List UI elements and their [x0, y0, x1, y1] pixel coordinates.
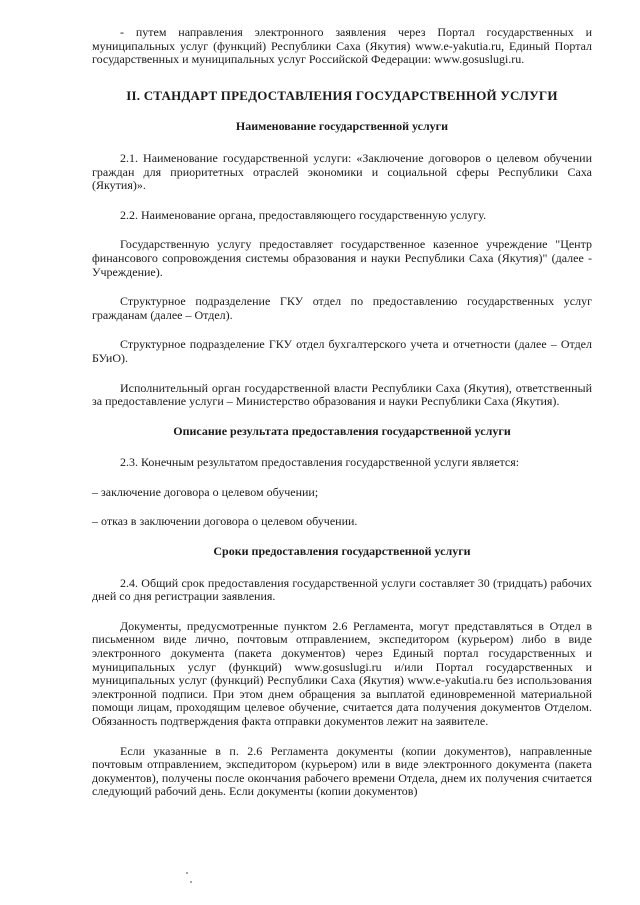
paragraph-documents: Документы, предусмотренные пунктом 2.6 Регламента, могут представляться в Отдел в письменном виде лично, почтовым отправлением, экспедитором (курьером) либо в виде электронного документа (пакета документов) через Единый портал государственных и муниципальных услуг (функций) www.gosuslugi.ru и/или Портал государственных и муниципальных услуг (функций) Республики Саха (Якутия) www.e-yakutia.ru без использования электронной подписи. При этом днем обращения за выплатой единовременной материальной помощи лицам, проходящим целевое обучение, считается дата получения документов Отделом. Обязанность подтверждения факта отправки документов лежит на заявителе.	[92, 618, 592, 728]
paragraph-executive-body: Исполнительный орган государственной власти Республики Саха (Якутия), ответственный за предоставление услуги – Министерство образования и науки Республики Саха (Якутия).	[92, 380, 592, 409]
subsection-title-result: Описание результата предоставления государственной услуги	[173, 423, 511, 438]
result-item-1: – заключение договора о целевом обучении;	[92, 484, 319, 499]
result-item-2: – отказ в заключении договора о целевом обучении.	[92, 514, 358, 529]
intro-paragraph: - путем направления электронного заявления через Портал государственных и муниципальных услуг (функций) Республики Саха (Якутия) www.e-yakutia.ru, Единый Портал государственных и муниципальных услуг Российской Федерации: www.gosuslugi.ru.	[92, 25, 592, 67]
paragraph-2-3: 2.3. Конечным результатом предоставления государственной услуги является:	[120, 455, 520, 470]
paragraph-2-1: 2.1. Наименование государственной услуги: «Заключение договоров о целевом обучении граждан для приоритетных отраслей экономики и социальной сферы Республики Саха (Якутия)».	[92, 150, 592, 193]
paragraph-2-2: 2.2. Наименование органа, предоставляющего государственную услугу.	[120, 207, 487, 222]
section-title: II. СТАНДАРТ ПРЕДОСТАВЛЕНИЯ ГОСУДАРСТВЕННОЙ УСЛУГИ	[126, 87, 558, 103]
scan-speck	[190, 881, 192, 883]
scan-speck	[186, 872, 188, 874]
paragraph-department-1: Структурное подразделение ГКУ отдел по предоставлению государственных услуг гражданам (далее – Отдел).	[92, 294, 592, 322]
document-page	[92, 26, 592, 815]
subsection-title-name: Наименование государственной услуги	[235, 119, 449, 134]
paragraph-late-receipt: Если указанные в п. 2.6 Регламента документы (копии документов), направленные почтовым отправлением, экспедитором (курьером) или в виде электронного документа (пакета документов), получены после окончания рабочего времени Отдела, днем их получения считается следующий рабочий день. Если документы (копии документов)	[92, 743, 592, 799]
paragraph-department-2: Структурное подразделение ГКУ отдел бухгалтерского учета и отчетности (далее – Отдел БУиО).	[92, 337, 592, 365]
subsection-title-terms: Сроки предоставления государственной услуги	[213, 544, 471, 559]
paragraph-2-4: 2.4. Общий срок предоставления государственной услуги составляет 30 (тридцать) рабочих дней со дня регистрации заявления.	[92, 575, 592, 604]
paragraph-provider: Государственную услугу предоставляет государственное казенное учреждение "Центр финансового сопровождения системы образования и науки Республики Саха (Якутия)" (далее - Учреждение).	[92, 237, 592, 279]
